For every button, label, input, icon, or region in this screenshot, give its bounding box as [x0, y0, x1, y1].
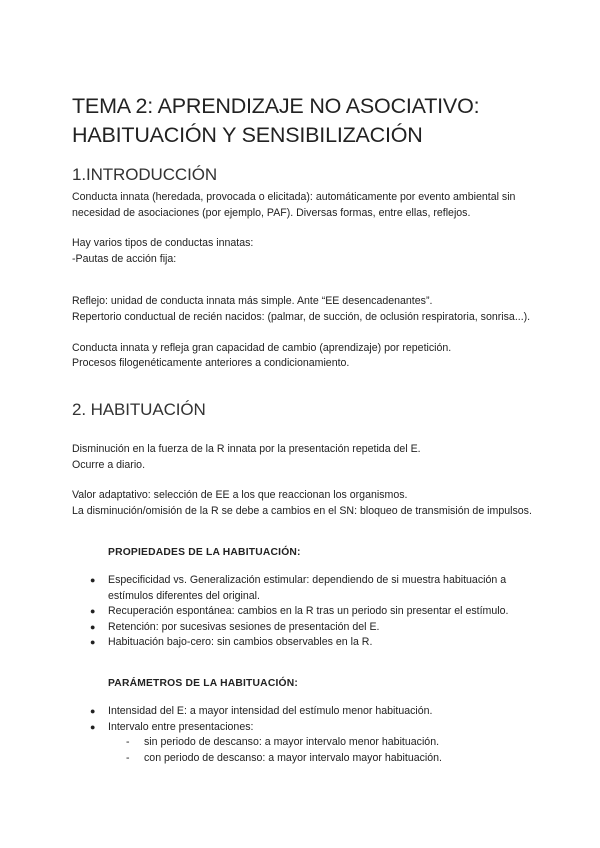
list-item-text: Retención: por sucesivas sesiones de presentación del E. [108, 620, 380, 633]
intro-paragraph-3-line-4: Procesos filogenéticamente anteriores a condicionamiento. [72, 357, 350, 369]
intro-paragraph-3-line-1: Reflejo: unidad de conducta innata más simple. Ante “EE desencadenantes”. [72, 295, 433, 307]
properties-heading: PROPIEDADES DE LA HABITUACIÓN: [108, 547, 301, 558]
list-item-text: Habituación bajo-cero: sin cambios observables en la R. [108, 636, 373, 648]
list-item [72, 620, 542, 636]
sublist-item-text: sin periodo de descanso: a mayor intervalo menor habituación. [144, 736, 440, 748]
bullet-icon: ● [90, 637, 96, 647]
interval-sublist [108, 735, 542, 766]
list-item-text: Intervalo entre presentaciones: [108, 720, 254, 733]
sublist-item [108, 735, 542, 751]
sublist-item [108, 751, 542, 767]
intro-paragraph-2-line-2: -Pautas de acción fija: [72, 252, 177, 265]
list-item-text: Especificidad vs. Generalización estimular: dependiendo de si muestra habituación a estímulos diferentes del original. [108, 574, 507, 602]
dash-icon: - [126, 751, 130, 764]
intro-paragraph-3-line-3: Conducta innata y refleja gran capacidad de cambio (aprendizaje) por repetición. [72, 341, 452, 354]
sublist-item-text: con periodo de descanso: a mayor intervalo mayor habituación. [144, 751, 442, 764]
section-heading-habituacion: 2. HABITUACIÓN [72, 400, 206, 419]
parameters-heading: PARÁMETROS DE LA HABITUACIÓN: [108, 678, 298, 689]
intro-paragraph-3-line-2: Repertorio conductual de recién nacidos: (palmar, de succión, de oclusión respiratoria, sonrisa...). [72, 310, 531, 323]
bullet-icon: ● [90, 606, 96, 616]
bullet-icon: ● [90, 721, 96, 732]
parameters-list [72, 704, 542, 766]
bullet-icon: ● [90, 706, 96, 716]
list-item [72, 604, 542, 620]
section-heading-introduccion: 1.INTRODUCCIÓN [72, 165, 217, 184]
list-item [72, 635, 542, 651]
habituacion-paragraph-1-line-2: Ocurre a diario. [72, 458, 146, 471]
list-item-text: Intensidad del E: a mayor intensidad del estímulo menor habituación. [108, 705, 433, 717]
list-item [72, 573, 542, 604]
properties-list [72, 573, 542, 651]
habituacion-paragraph-1-line-1: Disminución en la fuerza de la R innata por la presentación repetida del E. [72, 443, 421, 455]
habituacion-paragraph-2-line-2: La disminución/omisión de la R se debe a cambios en el SN: bloqueo de transmisión de impulsos. [72, 504, 532, 517]
intro-paragraph-2-line-1: Hay varios tipos de conductas innatas: [72, 237, 254, 249]
intro-paragraph-1: Conducta innata (heredada, provocada o elicitada): automáticamente por evento ambiental sin necesidad de asociaciones (por ejemplo, PAF). Diversas formas, entre ellas, reflejos. [72, 191, 516, 219]
document-title: TEMA 2: APRENDIZAJE NO ASOCIATIVO: HABITUACIÓN Y SENSIBILIZACIÓN [72, 94, 480, 147]
bullet-icon: ● [90, 575, 96, 585]
dash-icon: - [126, 736, 130, 748]
list-item [72, 704, 542, 720]
bullet-icon: ● [90, 621, 96, 632]
list-item [72, 720, 542, 767]
habituacion-paragraph-2-line-1: Valor adaptativo: selección de EE a los que reaccionan los organismos. [72, 489, 408, 501]
list-item-text: Recuperación espontánea: cambios en la R tras un periodo sin presentar el estímulo. [108, 605, 509, 617]
